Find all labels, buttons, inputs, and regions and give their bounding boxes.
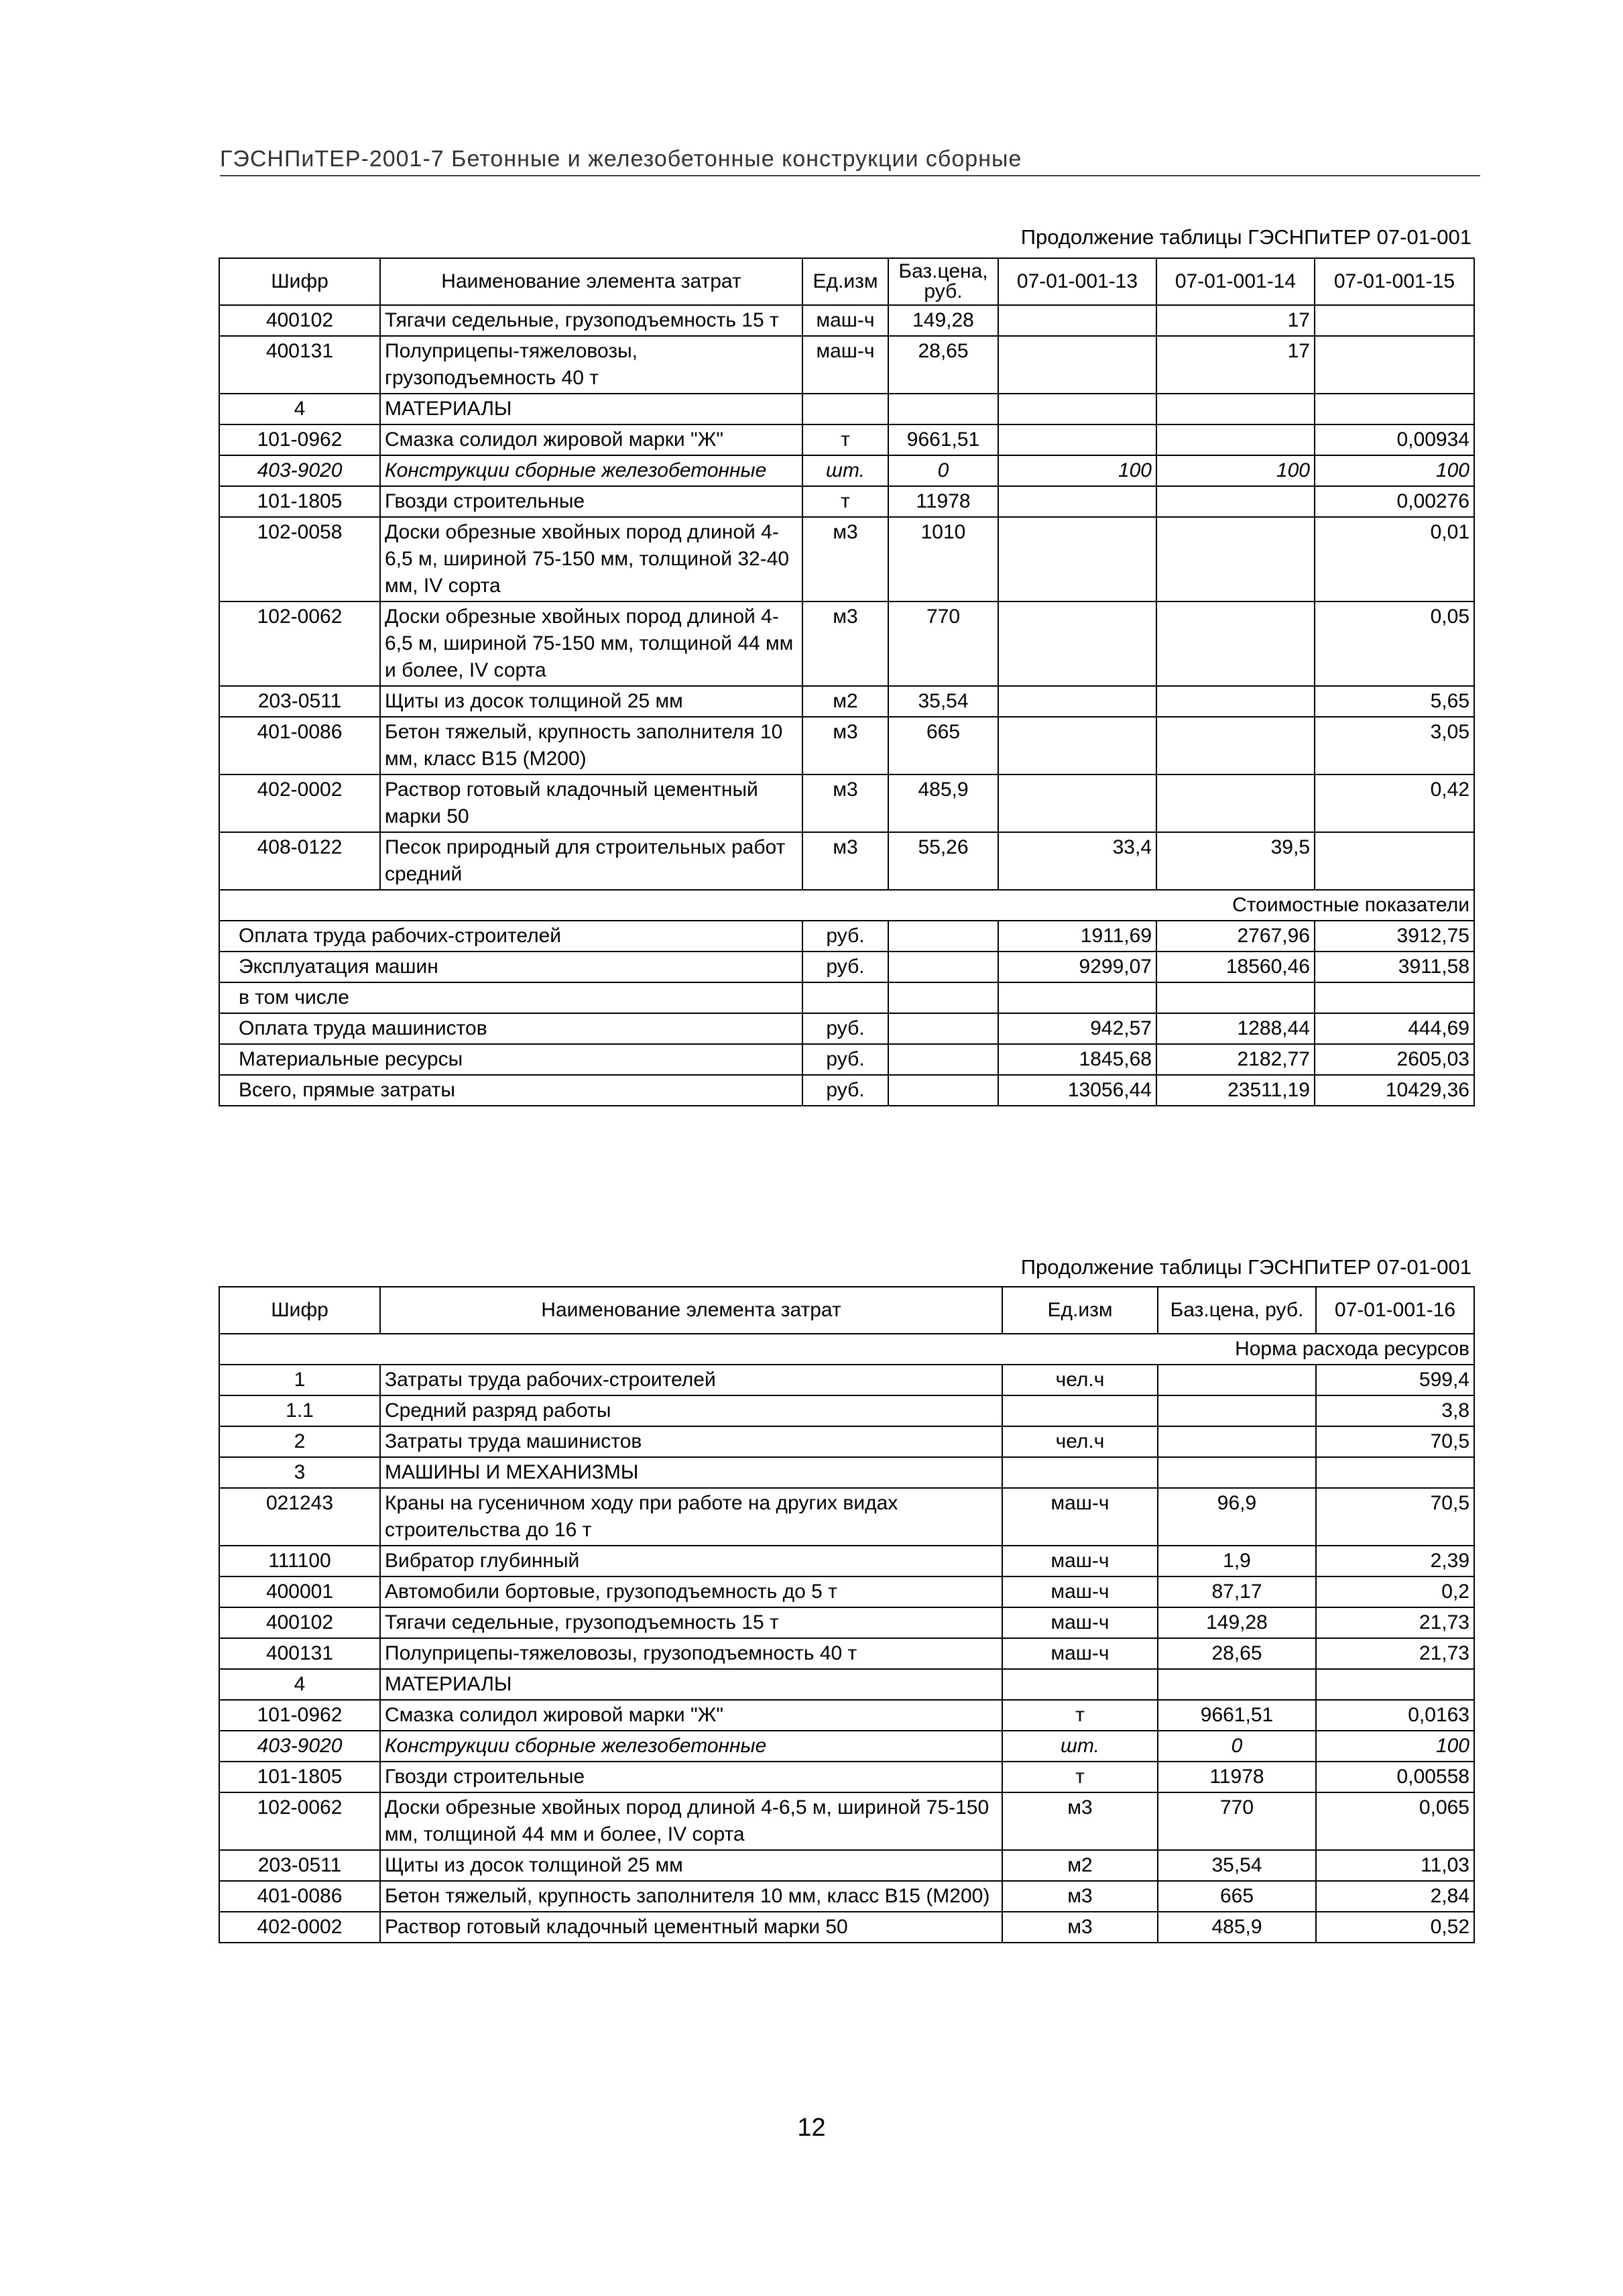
- row-code: 101-1805: [219, 1762, 380, 1792]
- table-row: [219, 1457, 1474, 1488]
- column-header: Наименование элемента затрат: [380, 258, 802, 305]
- row-unit: т: [1002, 1700, 1158, 1731]
- table-row: [219, 486, 1474, 517]
- cost-label: в том числе: [219, 982, 802, 1013]
- row-value: [998, 517, 1156, 601]
- row-price: 0: [888, 455, 998, 486]
- row-value: [998, 305, 1156, 336]
- row-price: 35,54: [1158, 1850, 1316, 1881]
- row-value: [1156, 601, 1315, 686]
- row-unit: т: [802, 486, 888, 517]
- row-price: 1,9: [1158, 1546, 1316, 1576]
- row-code: 400131: [219, 1638, 380, 1669]
- row-unit: м3: [802, 774, 888, 832]
- cost-unit: [802, 982, 888, 1013]
- table-row: [219, 1395, 1474, 1426]
- row-value: 17: [1156, 336, 1315, 394]
- row-name: МАТЕРИАЛЫ: [380, 394, 802, 424]
- cost-row: [219, 921, 1474, 952]
- column-header: 07-01-001-15: [1315, 258, 1474, 305]
- row-code: 400131: [219, 336, 380, 394]
- row-value: [1156, 424, 1315, 455]
- row-value: 100: [998, 455, 1156, 486]
- cost-value: 9299,07: [998, 952, 1156, 982]
- row-value: [998, 336, 1156, 394]
- cost-value: 1845,68: [998, 1044, 1156, 1075]
- row-unit: маш-ч: [1002, 1546, 1158, 1576]
- row-value: 2,84: [1316, 1881, 1474, 1912]
- column-header: Ед.изм: [1002, 1287, 1158, 1334]
- column-header: Наименование элемента затрат: [380, 1287, 1002, 1334]
- column-header: Ед.изм: [802, 258, 888, 305]
- table-row: [219, 1700, 1474, 1731]
- cost-row: [219, 952, 1474, 982]
- row-price: 149,28: [1158, 1607, 1316, 1638]
- row-value: [1315, 305, 1474, 336]
- row-code: 3: [219, 1457, 380, 1488]
- row-unit: м3: [1002, 1912, 1158, 1943]
- table-row: [219, 455, 1474, 486]
- row-value: [1316, 1669, 1474, 1700]
- table-row: [219, 394, 1474, 424]
- row-name: Конструкции сборные железобетонные: [380, 455, 802, 486]
- row-name: Автомобили бортовые, грузоподъемность до 5 т: [380, 1576, 1002, 1607]
- row-unit: м3: [1002, 1881, 1158, 1912]
- row-code: 400001: [219, 1576, 380, 1607]
- row-value: 70,5: [1316, 1488, 1474, 1546]
- row-code: 1.1: [219, 1395, 380, 1426]
- row-price: 11978: [888, 486, 998, 517]
- running-header: ГЭСНПиТЕР-2001-7 Бетонные и железобетонные конструкции сборные: [220, 146, 1480, 176]
- row-price: [888, 394, 998, 424]
- row-price: 9661,51: [1158, 1700, 1316, 1731]
- row-price: 665: [1158, 1881, 1316, 1912]
- table-row: [219, 336, 1474, 394]
- row-code: 400102: [219, 1607, 380, 1638]
- table-row: [219, 1576, 1474, 1607]
- row-value: 0,01: [1315, 517, 1474, 601]
- row-unit: м2: [1002, 1850, 1158, 1881]
- row-unit: маш-ч: [802, 305, 888, 336]
- cost-label: Всего, прямые затраты: [219, 1075, 802, 1106]
- cost-unit: руб.: [802, 1044, 888, 1075]
- table-row: [219, 1607, 1474, 1638]
- row-name: Гвозди строительные: [380, 486, 802, 517]
- cost-value: 2605,03: [1315, 1044, 1474, 1075]
- cost-value: 23511,19: [1156, 1075, 1315, 1106]
- table-row: [219, 1488, 1474, 1546]
- cost-value: 1911,69: [998, 921, 1156, 952]
- row-value: 11,03: [1316, 1850, 1474, 1881]
- column-header: 07-01-001-13: [998, 258, 1156, 305]
- row-price: [1158, 1457, 1316, 1488]
- row-price: [1158, 1365, 1316, 1395]
- row-unit: чел.ч: [1002, 1365, 1158, 1395]
- cost-unit: руб.: [802, 921, 888, 952]
- row-value: 5,65: [1315, 686, 1474, 717]
- row-unit: маш-ч: [802, 336, 888, 394]
- row-unit: маш-ч: [1002, 1607, 1158, 1638]
- column-header: Шифр: [219, 258, 380, 305]
- table-row: [219, 1546, 1474, 1576]
- row-value: 599,4: [1316, 1365, 1474, 1395]
- row-value: 17: [1156, 305, 1315, 336]
- cost-value: 1288,44: [1156, 1013, 1315, 1044]
- cost-label: Эксплуатация машин: [219, 952, 802, 982]
- table-row: [219, 1426, 1474, 1457]
- table-row: [219, 1731, 1474, 1762]
- cost-price-empty: [888, 1044, 998, 1075]
- row-name: Тягачи седельные, грузоподъемность 15 т: [380, 1607, 1002, 1638]
- row-unit: [1002, 1669, 1158, 1700]
- cost-header-row: [219, 890, 1474, 921]
- row-value: 0,00934: [1315, 424, 1474, 455]
- row-value: 0,065: [1316, 1792, 1474, 1850]
- column-header: Баз.цена, руб.: [1158, 1287, 1316, 1334]
- row-unit: м3: [802, 601, 888, 686]
- table-row: [219, 1762, 1474, 1792]
- table-row: [219, 1881, 1474, 1912]
- cost-label: Оплата труда машинистов: [219, 1013, 802, 1044]
- table-row: [219, 424, 1474, 455]
- cost-price-empty: [888, 1013, 998, 1044]
- row-unit: чел.ч: [1002, 1426, 1158, 1457]
- row-value: [1156, 394, 1315, 424]
- row-unit: шт.: [802, 455, 888, 486]
- cost-value: 942,57: [998, 1013, 1156, 1044]
- row-value: 3,8: [1316, 1395, 1474, 1426]
- row-name: Тягачи седельные, грузоподъемность 15 т: [380, 305, 802, 336]
- row-code: 101-0962: [219, 424, 380, 455]
- row-code: 400102: [219, 305, 380, 336]
- table-row: [219, 601, 1474, 686]
- row-price: 665: [888, 717, 998, 774]
- row-value: [1156, 517, 1315, 601]
- table1-header-row: [219, 258, 1474, 305]
- column-header: Шифр: [219, 1287, 380, 1334]
- row-code: 101-1805: [219, 486, 380, 517]
- row-name: Песок природный для строительных работ средний: [380, 832, 802, 890]
- row-code: 101-0962: [219, 1700, 380, 1731]
- row-code: 102-0062: [219, 601, 380, 686]
- row-name: Бетон тяжелый, крупность заполнителя 10 мм, класс В15 (М200): [380, 1881, 1002, 1912]
- cost-label: Оплата труда рабочих-строителей: [219, 921, 802, 952]
- row-code: 102-0058: [219, 517, 380, 601]
- table-row: [219, 1912, 1474, 1943]
- table-row: [219, 1669, 1474, 1700]
- row-name: Полуприцепы-тяжеловозы, грузоподъемность 40 т: [380, 336, 802, 394]
- table2: [219, 1286, 1475, 1943]
- row-code: 1: [219, 1365, 380, 1395]
- cost-value: 2182,77: [1156, 1044, 1315, 1075]
- row-unit: маш-ч: [1002, 1576, 1158, 1607]
- cost-price-empty: [888, 952, 998, 982]
- cost-value: [998, 982, 1156, 1013]
- row-unit: маш-ч: [1002, 1638, 1158, 1669]
- norm-header-row: [219, 1334, 1474, 1365]
- row-code: 2: [219, 1426, 380, 1457]
- row-name: Краны на гусеничном ходу при работе на других видах строительства до 16 т: [380, 1488, 1002, 1546]
- row-name: Средний разряд работы: [380, 1395, 1002, 1426]
- row-code: 408-0122: [219, 832, 380, 890]
- cost-row: [219, 1075, 1474, 1106]
- row-unit: м3: [802, 717, 888, 774]
- row-unit: т: [802, 424, 888, 455]
- row-code: 021243: [219, 1488, 380, 1546]
- cost-unit: руб.: [802, 1013, 888, 1044]
- row-price: 0: [1158, 1731, 1316, 1762]
- row-value: 0,0163: [1316, 1700, 1474, 1731]
- row-value: 0,05: [1315, 601, 1474, 686]
- row-price: 149,28: [888, 305, 998, 336]
- norm-header: Норма расхода ресурсов: [219, 1334, 1474, 1365]
- cost-value: 444,69: [1315, 1013, 1474, 1044]
- cost-value: 3911,58: [1315, 952, 1474, 982]
- row-code: 111100: [219, 1546, 380, 1576]
- row-value: [1316, 1457, 1474, 1488]
- row-name: МАТЕРИАЛЫ: [380, 1669, 1002, 1700]
- row-name: МАШИНЫ И МЕХАНИЗМЫ: [380, 1457, 1002, 1488]
- row-code: 102-0062: [219, 1792, 380, 1850]
- row-price: [1158, 1669, 1316, 1700]
- table2-caption: Продолжение таблицы ГЭСНПиТЕР 07-01-001: [1020, 1255, 1471, 1279]
- row-value: 21,73: [1316, 1607, 1474, 1638]
- row-value: [1156, 686, 1315, 717]
- row-value: 100: [1156, 455, 1315, 486]
- row-name: Конструкции сборные железобетонные: [380, 1731, 1002, 1762]
- row-name: Смазка солидол жировой марки "Ж": [380, 424, 802, 455]
- row-unit: [1002, 1395, 1158, 1426]
- row-price: [1158, 1426, 1316, 1457]
- row-value: 0,2: [1316, 1576, 1474, 1607]
- row-value: 0,42: [1315, 774, 1474, 832]
- cost-price-empty: [888, 982, 998, 1013]
- row-value: [1156, 774, 1315, 832]
- row-value: [998, 717, 1156, 774]
- row-value: [1315, 336, 1474, 394]
- row-value: [1156, 486, 1315, 517]
- row-price: 96,9: [1158, 1488, 1316, 1546]
- page-number: 12: [797, 2114, 826, 2142]
- row-code: 402-0002: [219, 774, 380, 832]
- row-name: Вибратор глубинный: [380, 1546, 1002, 1576]
- table1-caption: Продолжение таблицы ГЭСНПиТЕР 07-01-001: [1020, 225, 1471, 249]
- table-row: [219, 1792, 1474, 1850]
- row-value: 100: [1315, 455, 1474, 486]
- row-name: Раствор готовый кладочный цементный марки 50: [380, 1912, 1002, 1943]
- row-code: 403-9020: [219, 1731, 380, 1762]
- cost-value: 13056,44: [998, 1075, 1156, 1106]
- table-row: [219, 1850, 1474, 1881]
- row-name: Доски обрезные хвойных пород длиной 4-6,5 м, шириной 75-150 мм, толщиной 44 мм и более, IV сорта: [380, 1792, 1002, 1850]
- cost-unit: руб.: [802, 952, 888, 982]
- row-unit: м3: [802, 832, 888, 890]
- row-code: 203-0511: [219, 686, 380, 717]
- table-row: [219, 517, 1474, 601]
- row-code: 203-0511: [219, 1850, 380, 1881]
- row-value: 33,4: [998, 832, 1156, 890]
- row-name: Доски обрезные хвойных пород длиной 4-6,5 м, шириной 75-150 мм, толщиной 44 мм и более, IV сорта: [380, 601, 802, 686]
- cost-value: 10429,36: [1315, 1075, 1474, 1106]
- cost-price-empty: [888, 1075, 998, 1106]
- row-value: 39,5: [1156, 832, 1315, 890]
- table-row: [219, 832, 1474, 890]
- row-value: [1315, 832, 1474, 890]
- row-unit: т: [1002, 1762, 1158, 1792]
- row-value: [1315, 394, 1474, 424]
- row-value: 0,00558: [1316, 1762, 1474, 1792]
- row-value: [998, 601, 1156, 686]
- cost-unit: руб.: [802, 1075, 888, 1106]
- row-price: 770: [888, 601, 998, 686]
- cost-value: [1156, 982, 1315, 1013]
- row-unit: шт.: [1002, 1731, 1158, 1762]
- row-code: 402-0002: [219, 1912, 380, 1943]
- row-price: 55,26: [888, 832, 998, 890]
- table-row: [219, 717, 1474, 774]
- cost-row: [219, 1013, 1474, 1044]
- cost-value: 2767,96: [1156, 921, 1315, 952]
- row-unit: м2: [802, 686, 888, 717]
- table-row: [219, 774, 1474, 832]
- row-name: Бетон тяжелый, крупность заполнителя 10 мм, класс В15 (М200): [380, 717, 802, 774]
- cost-label: Материальные ресурсы: [219, 1044, 802, 1075]
- cost-header: Стоимостные показатели: [219, 890, 1474, 921]
- row-unit: м3: [1002, 1792, 1158, 1850]
- row-value: 3,05: [1315, 717, 1474, 774]
- row-name: Полуприцепы-тяжеловозы, грузоподъемность 40 т: [380, 1638, 1002, 1669]
- table-row: [219, 305, 1474, 336]
- row-price: 485,9: [1158, 1912, 1316, 1943]
- cost-value: [1315, 982, 1474, 1013]
- cost-row: [219, 982, 1474, 1013]
- row-value: [998, 394, 1156, 424]
- row-value: [1156, 717, 1315, 774]
- table-row: [219, 1638, 1474, 1669]
- row-code: 4: [219, 394, 380, 424]
- row-name: Смазка солидол жировой марки "Ж": [380, 1700, 1002, 1731]
- table1: [219, 257, 1475, 1106]
- cost-value: 18560,46: [1156, 952, 1315, 982]
- row-unit: [802, 394, 888, 424]
- row-name: Затраты труда рабочих-строителей: [380, 1365, 1002, 1395]
- table-row: [219, 1365, 1474, 1395]
- row-name: Доски обрезные хвойных пород длиной 4-6,5 м, шириной 75-150 мм, толщиной 32-40 мм, IV сорта: [380, 517, 802, 601]
- row-price: 28,65: [888, 336, 998, 394]
- row-value: 2,39: [1316, 1546, 1474, 1576]
- row-code: 403-9020: [219, 455, 380, 486]
- table-row: [219, 686, 1474, 717]
- row-code: 401-0086: [219, 1881, 380, 1912]
- row-code: 401-0086: [219, 717, 380, 774]
- cost-value: 3912,75: [1315, 921, 1474, 952]
- column-header: 07-01-001-16: [1316, 1287, 1474, 1334]
- row-unit: маш-ч: [1002, 1488, 1158, 1546]
- row-value: [998, 774, 1156, 832]
- row-value: [998, 424, 1156, 455]
- table2-header-row: [219, 1287, 1474, 1334]
- row-value: [998, 686, 1156, 717]
- row-price: 9661,51: [888, 424, 998, 455]
- row-name: Затраты труда машинистов: [380, 1426, 1002, 1457]
- row-unit: [1002, 1457, 1158, 1488]
- column-header: Баз.цена, руб.: [888, 258, 998, 305]
- row-name: Раствор готовый кладочный цементный марки 50: [380, 774, 802, 832]
- row-price: 35,54: [888, 686, 998, 717]
- row-value: 0,52: [1316, 1912, 1474, 1943]
- row-name: Щиты из досок толщиной 25 мм: [380, 686, 802, 717]
- row-price: 1010: [888, 517, 998, 601]
- row-price: 28,65: [1158, 1638, 1316, 1669]
- row-price: 87,17: [1158, 1576, 1316, 1607]
- row-value: 70,5: [1316, 1426, 1474, 1457]
- cost-price-empty: [888, 921, 998, 952]
- row-price: 11978: [1158, 1762, 1316, 1792]
- cost-row: [219, 1044, 1474, 1075]
- row-price: [1158, 1395, 1316, 1426]
- row-unit: м3: [802, 517, 888, 601]
- column-header: 07-01-001-14: [1156, 258, 1315, 305]
- row-value: [998, 486, 1156, 517]
- row-price: 770: [1158, 1792, 1316, 1850]
- row-value: 100: [1316, 1731, 1474, 1762]
- row-name: Щиты из досок толщиной 25 мм: [380, 1850, 1002, 1881]
- row-value: 0,00276: [1315, 486, 1474, 517]
- row-price: 485,9: [888, 774, 998, 832]
- row-code: 4: [219, 1669, 380, 1700]
- row-name: Гвозди строительные: [380, 1762, 1002, 1792]
- row-value: 21,73: [1316, 1638, 1474, 1669]
